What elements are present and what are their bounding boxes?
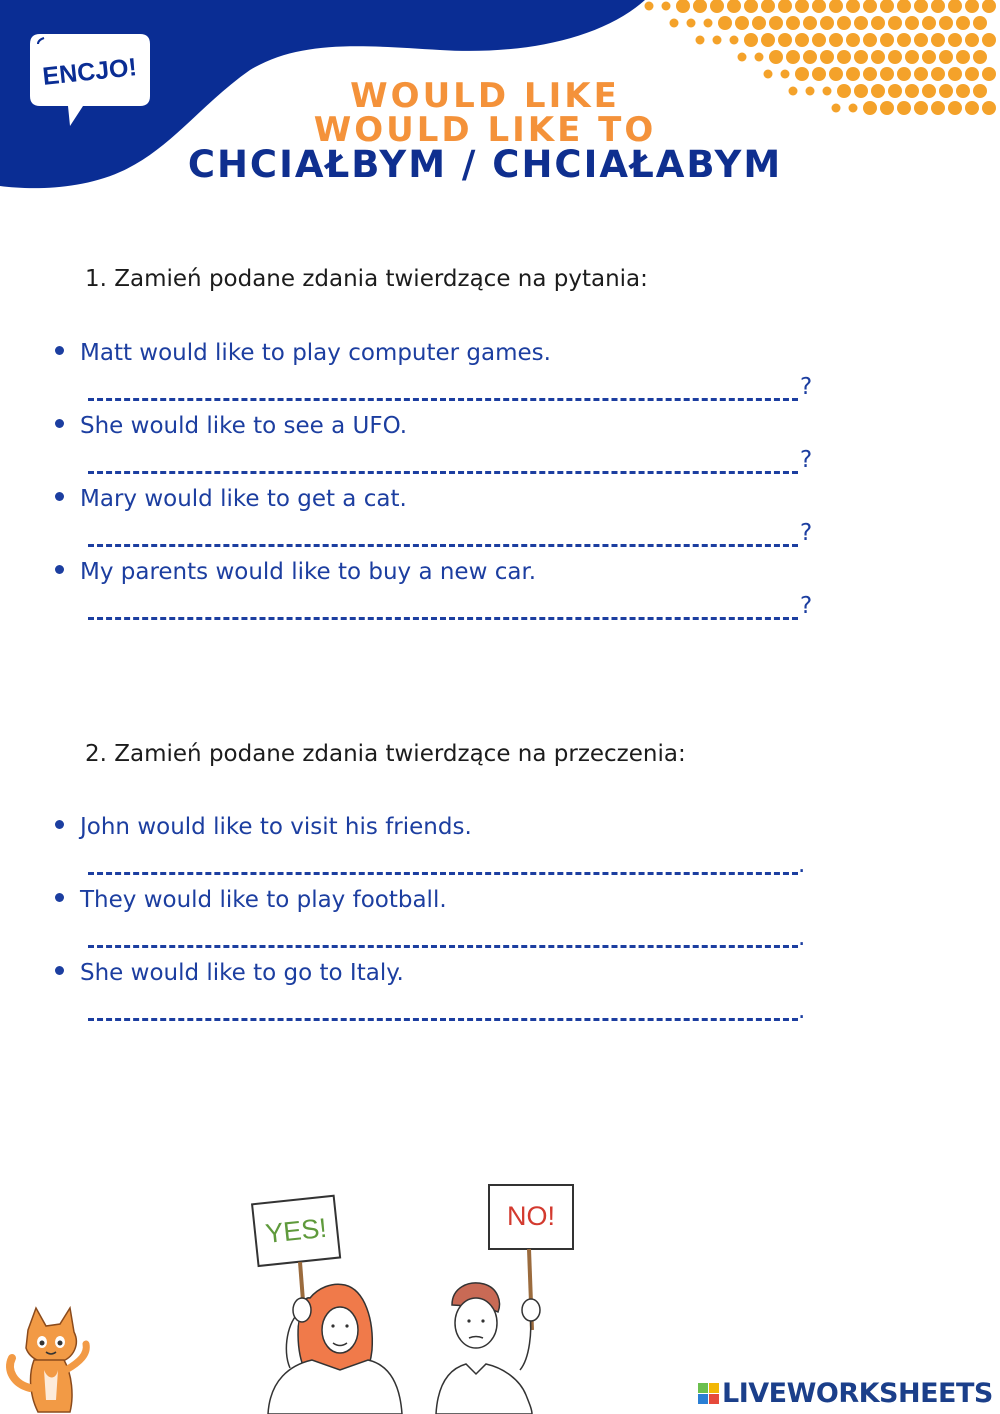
decorative-dot [744,0,758,13]
decorative-dot [727,0,741,13]
decorative-dot [761,33,775,47]
yes-sign-text: YES! [263,1212,329,1250]
decorative-dot [931,33,945,47]
item-text: John would like to visit his friends. [80,814,472,840]
decorative-dot [829,33,843,47]
answer-blank[interactable] [88,398,798,401]
no-sign-text: NO! [506,1201,556,1231]
cat-illustration [0,1300,100,1414]
decorative-dot [829,0,843,13]
decorative-dot [738,53,747,62]
item-text: She would like to see a UFO. [80,413,408,439]
decorative-dot [922,50,936,64]
decorative-dot [786,50,800,64]
answer-blank[interactable] [88,1018,798,1021]
end-mark: ? [800,520,813,546]
decorative-dot [905,16,919,30]
decorative-dot [965,0,979,13]
decorative-dot [778,0,792,13]
logo-text: ENCJO! [41,53,139,91]
decorative-dot [956,16,970,30]
decorative-dot [735,16,749,30]
decorative-dot [752,16,766,30]
end-mark: ? [800,374,813,400]
bullet [55,966,64,975]
item-text: Mary would like to get a cat. [80,486,407,512]
list-item [55,413,407,439]
bullet [55,893,64,902]
decorative-dot [863,0,877,13]
list-item [55,887,447,913]
decorative-dot [812,33,826,47]
title-would-like: WOULD LIKE [350,76,620,116]
title-polish-translation: CHCIAŁBYM / CHCIAŁABYM [187,143,783,186]
decorative-dot [769,50,783,64]
item-text: She would like to go to Italy. [80,960,404,986]
decorative-dot [871,16,885,30]
item-text: They would like to play football. [80,887,447,913]
list-item [55,559,536,585]
end-mark: ? [800,447,813,473]
list-item [55,486,407,512]
decorative-dot [795,33,809,47]
answer-blank[interactable] [88,617,798,620]
answer-blank[interactable] [88,945,798,948]
decorative-dot [948,0,962,13]
woman-figure [268,1284,402,1414]
bullet [55,492,64,501]
decorative-dot [687,19,696,28]
decorative-dot [931,0,945,13]
item-text: My parents would like to buy a new car. [80,559,537,585]
decorative-dot [846,0,860,13]
protest-illustration [240,1180,600,1414]
decorative-dot [755,53,764,62]
decorative-dot [676,0,690,13]
decorative-dot [778,33,792,47]
decorative-dot [837,50,851,64]
decorative-dot [662,2,671,11]
decorative-dot [704,19,713,28]
decorative-dot [982,0,996,13]
decorative-dot [713,36,722,45]
decorative-dot [812,0,826,13]
answer-blank[interactable] [88,872,798,875]
end-mark: ? [800,593,813,619]
decorative-dot [803,16,817,30]
decorative-dot [939,50,953,64]
decorative-dot [761,0,775,13]
decorative-dot [897,0,911,13]
decorative-dot [939,16,953,30]
decorative-dot [973,16,987,30]
decorative-dot [769,16,783,30]
section1-instruction: 1. Zamień podane zdania twierdzące na pytania: [85,266,648,292]
decorative-dot [795,0,809,13]
decorative-dot [965,33,979,47]
decorative-dot [744,33,758,47]
decorative-dot [905,50,919,64]
decorative-dot [803,50,817,64]
end-mark: . [798,925,806,951]
liveworksheets-icon [698,1383,720,1405]
decorative-dot [922,16,936,30]
decorative-dot [854,50,868,64]
list-item [55,814,472,840]
decorative-dot [914,0,928,13]
decorative-dot [696,36,705,45]
liveworksheets-text: LIVEWORKSHEETS [722,1378,993,1409]
decorative-dot [718,16,732,30]
section2-instruction: 2. Zamień podane zdania twierdzące na przeczenia: [85,741,686,767]
list-item [55,960,404,986]
decorative-dot [670,19,679,28]
decorative-dot [846,33,860,47]
decorative-dot [973,50,987,64]
decorative-dot [880,33,894,47]
decorative-dot [948,33,962,47]
decorative-dot [645,2,654,11]
answer-blank[interactable] [88,544,798,547]
decorative-dot [837,16,851,30]
liveworksheets-logo [698,1378,993,1409]
decorative-dot [880,0,894,13]
decorative-dot [914,33,928,47]
decorative-dot [820,16,834,30]
decorative-dot [888,16,902,30]
man-figure [436,1283,540,1414]
decorative-dot [820,50,834,64]
yes-sign [252,1196,340,1266]
item-text: Matt would like to play computer games. [80,340,551,366]
title-would-like-to: WOULD LIKE TO [313,110,657,150]
decorative-dot [888,50,902,64]
decorative-dot [854,16,868,30]
decorative-dot [730,36,739,45]
answer-blank[interactable] [88,471,798,474]
bullet [55,565,64,574]
end-mark: . [798,852,806,878]
decorative-dot [956,50,970,64]
decorative-dot [897,33,911,47]
bullet [55,346,64,355]
end-mark: . [798,998,806,1024]
decorative-dot [693,0,707,13]
list-item [55,340,551,366]
bullet [55,419,64,428]
decorative-dot [871,50,885,64]
decorative-dot [786,16,800,30]
decorative-dot [982,33,996,47]
decorative-dot [863,33,877,47]
decorative-dot [710,0,724,13]
bullet [55,820,64,829]
